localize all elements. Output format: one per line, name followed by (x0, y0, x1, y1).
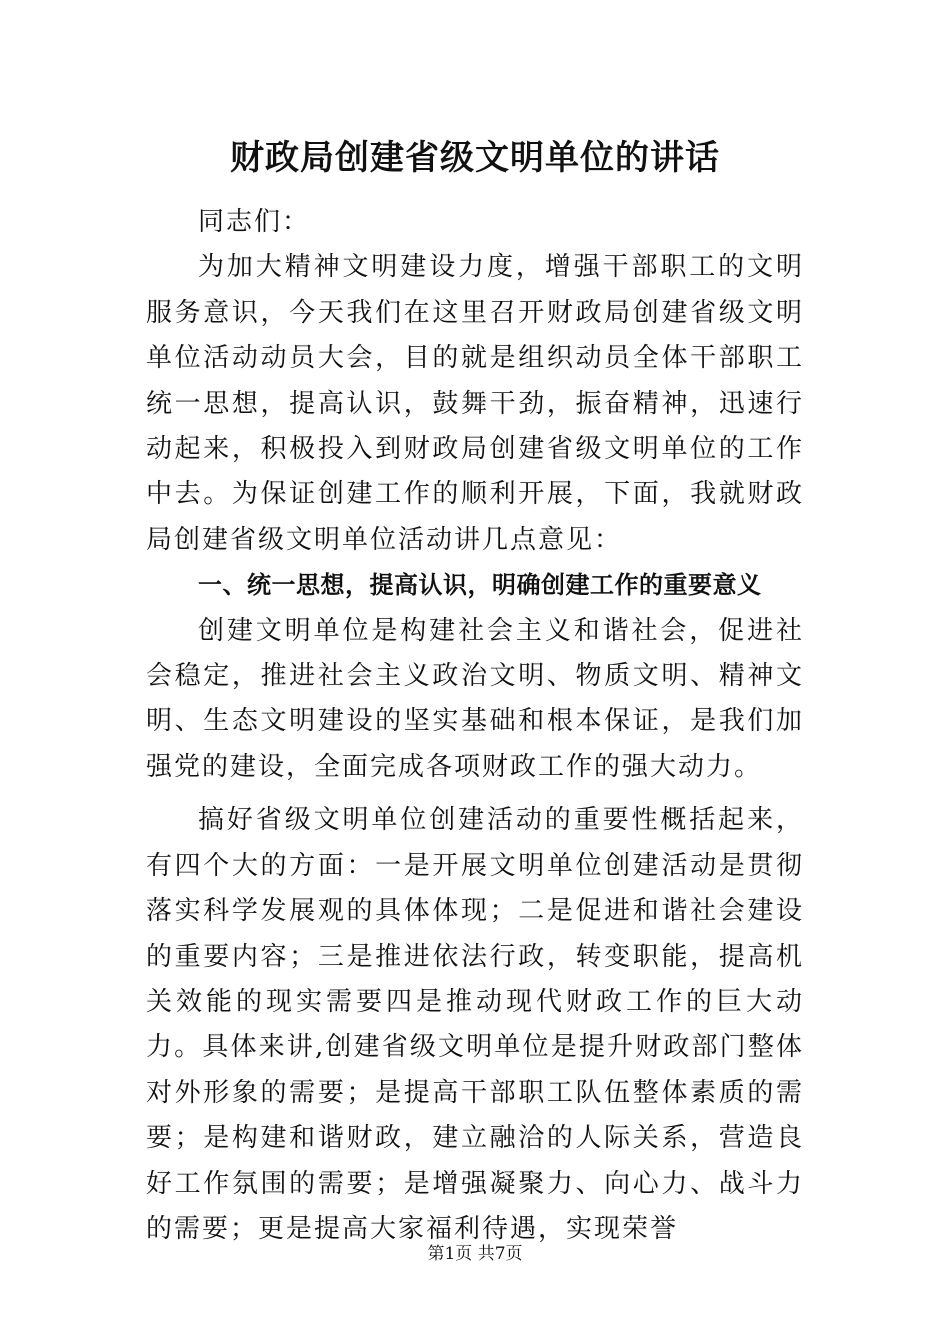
document-title: 财政局创建省级文明单位的讲话 (230, 138, 720, 178)
paragraph-intro: 为加大精神文明建设力度，增强干部职工的文明服务意识，今天我们在这里召开财政局创建省级文明单位活动动员大会，目的就是组织动员全体干部职工统一思想，提高认识，鼓舞干劲，振奋精神，迅速行动起来，积极投入到财政局创建省级文明单位的工作中去。为保证创建工作的顺利开展，下面，我就财政局创建省级文明单位活动讲几点意见： (146, 252, 804, 555)
salutation: 同志们： (198, 207, 311, 237)
document-body (146, 200, 804, 1252)
page-indicator: 第1页 共7页 (427, 1244, 523, 1264)
section-heading: 一、统一思想，提高认识，明确创建工作的重要意义 (198, 571, 762, 600)
paragraph-importance: 搞好省级文明单位创建活动的重要性概括起来，有四个大的方面：一是开展文明单位创建活动是贯彻落实科学发展观的具体体现；二是促进和谐社会建设的重要内容；三是推进依法行政，转变职能，提高机关效能的现实需要四是推动现代财政工作的巨大动力。具体来讲,创建省级文明单位是提升财政部门整体对外形象的需要；是提高干部职工队伍整体素质的需要；是构建和谐财政，建立融洽的人际关系，营造良好工作氛围的需要；是增强凝聚力、向心力、战斗力的需要；更是提高大家福利待遇，实现荣誉 (146, 805, 804, 1244)
paragraph-significance: 创建文明单位是构建社会主义和谐社会，促进社会稳定，推进社会主义政治文明、物质文明、精神文明、生态文明建设的坚实基础和根本保证，是我们加强党的建设，全面完成各项财政工作的强大动力。 (146, 615, 804, 782)
